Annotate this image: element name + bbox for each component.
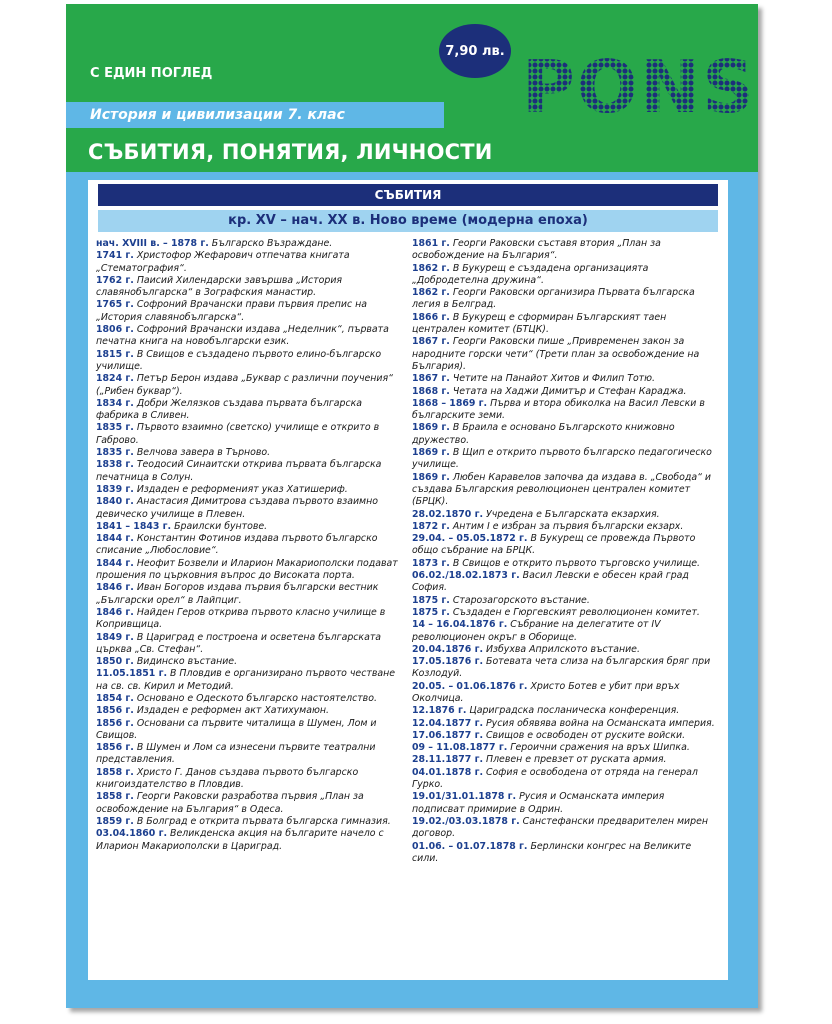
event-text: В Цариград е построена и осветена българската църква „Св. Стефан“.	[96, 631, 382, 655]
event-date: 1856 г.	[96, 742, 134, 754]
event-entry	[412, 841, 716, 866]
event-text: Санстефански предварителен мирен договор.	[412, 815, 708, 840]
event-text: Героични сражения на връх Шипка.	[510, 742, 690, 754]
event-text: Учредена е Българската екзархия.	[486, 508, 660, 520]
event-text: Теодосий Синаитски открива първата българска печатница в Солун.	[96, 459, 382, 483]
event-entry	[96, 767, 400, 792]
event-date: 04.01.1878 г.	[412, 766, 484, 778]
event-entry	[412, 373, 716, 385]
event-entry	[96, 250, 400, 275]
event-entry	[96, 238, 400, 250]
event-date: нач. XVIII в. – 1878 г.	[96, 238, 209, 249]
event-text: В Браила е основано Българското книжовно дружество.	[412, 422, 675, 446]
event-entry	[412, 238, 716, 263]
event-text: Иван Богоров издава първия български вестник „Български орел“ в Лайпциг.	[96, 582, 379, 606]
event-date: 1856 г.	[96, 717, 134, 729]
event-text: Софроний Врачански издава „Неделник“, първата печатна книга на новобългарски език.	[96, 324, 389, 348]
period-heading: кр. XV – нач. XX в. Ново време (модерна епоха)	[98, 210, 718, 232]
event-date: 1841 – 1843 г.	[96, 520, 172, 532]
event-date: 14 – 16.04.1876 г.	[412, 619, 508, 631]
event-entry	[412, 287, 716, 312]
event-text: Христо Г. Данов създава първото българско книгоиздателство в Пловдив.	[96, 766, 359, 791]
event-entry	[96, 632, 400, 657]
event-entry	[96, 484, 400, 496]
subject-banner: История и цивилизации 7. клас	[66, 102, 444, 128]
event-text: Старозагорското въстание.	[452, 594, 590, 606]
event-date: 1839 г.	[96, 483, 134, 495]
event-entry	[412, 570, 716, 595]
event-date: 1849 г.	[96, 631, 134, 643]
event-text: Паисий Хилендарски завършва „История славянобългарска“ в Зографския манастир.	[96, 274, 343, 299]
event-entry	[412, 595, 716, 607]
right-column	[412, 238, 716, 865]
event-date: 1846 г.	[96, 582, 134, 594]
event-date: 1866 г.	[412, 311, 450, 323]
event-entry	[412, 472, 716, 509]
event-entry	[96, 582, 400, 607]
event-text: В Свищов е открито първото търговско училище.	[452, 557, 701, 569]
event-entry	[412, 718, 716, 730]
event-entry	[412, 398, 716, 423]
event-entry	[96, 718, 400, 743]
event-entry	[412, 533, 716, 558]
event-text: Петър Берон издава „Буквар с различни поучения“ („Рибен буквар“).	[96, 373, 393, 397]
event-text: Браилски бунтове.	[174, 520, 268, 532]
event-entry	[412, 767, 716, 792]
event-date: 1868 г.	[412, 385, 450, 397]
event-date: 1867 г.	[412, 373, 450, 385]
event-text: Четите на Панайот Хитов и Филип Тотю.	[452, 373, 656, 385]
event-entry	[96, 533, 400, 558]
event-date: 1867 г.	[412, 336, 450, 348]
event-date: 1846 г.	[96, 606, 134, 618]
event-date: 1856 г.	[96, 705, 134, 717]
event-date: 1806 г.	[96, 324, 134, 336]
event-entry	[412, 791, 716, 816]
event-text: Плевен е превзет от руската армия.	[486, 754, 667, 766]
event-text: Великденска акция на българите начело с Иларион Макариополски в Цариград.	[96, 828, 384, 852]
event-entry	[96, 275, 400, 300]
event-date: 09 – 11.08.1877 г.	[412, 742, 508, 754]
event-entry	[412, 619, 716, 644]
event-entry	[412, 644, 716, 656]
event-text: Българско Възраждане.	[211, 238, 333, 249]
event-date: 20.05. – 01.06.1876 г.	[412, 680, 528, 692]
event-entry	[412, 422, 716, 447]
event-entry	[96, 656, 400, 668]
left-column	[96, 238, 400, 853]
event-entry	[96, 558, 400, 583]
event-date: 12.04.1877 г.	[412, 717, 484, 729]
event-text: В Пловдив е организирано първото честване на св. св. Кирил и Методий.	[96, 668, 395, 692]
event-date: 1840 г.	[96, 496, 134, 508]
event-text: Любен Каравелов започва да издава в. „Свобода“ и създава Българския революционен централен комитет (БРЦК).	[412, 471, 712, 508]
event-date: 19.02./03.03.1878 г.	[412, 815, 520, 827]
event-text: Събрание на делегатите от IV революционен окръг в Оборище.	[412, 619, 661, 643]
event-text: Георги Раковски разработва първия „План за освобождение на България“ в Одеса.	[96, 791, 364, 815]
event-date: 1815 г.	[96, 348, 134, 360]
event-text: Свищов е освободен от руските войски.	[486, 729, 686, 741]
event-text: В Букурещ е създадена организацията „Добродетелна дружина“.	[412, 262, 649, 286]
event-date: 1861 г.	[412, 238, 450, 249]
event-date: 1844 г.	[96, 557, 134, 569]
event-entry	[412, 336, 716, 373]
event-text: Неофит Бозвели и Иларион Макариополски подават прошения по църковния въпрос до Високата порта.	[96, 557, 398, 582]
event-date: 1844 г.	[96, 533, 134, 545]
event-date: 1858 г.	[96, 766, 134, 778]
event-entry	[96, 373, 400, 398]
event-date: 03.04.1860 г.	[96, 828, 168, 840]
event-text: Константин Фотинов издава първото българско списание „Любословие“.	[96, 533, 378, 557]
event-date: 11.05.1851 г.	[96, 668, 168, 680]
event-date: 1869 г.	[412, 422, 450, 434]
event-entry	[96, 496, 400, 521]
event-text: В Болград е открита първата българска гимназия.	[136, 815, 391, 827]
event-date: 20.04.1876 г.	[412, 643, 484, 655]
event-date: 1872 г.	[412, 520, 450, 532]
event-entry	[96, 398, 400, 423]
event-entry	[96, 459, 400, 484]
event-date: 1850 г.	[96, 656, 134, 668]
event-entry	[412, 263, 716, 288]
event-text: Георги Раковски съставя втория „План за освобождение на България“.	[412, 238, 661, 262]
price-badge: 7,90 лв.	[439, 24, 511, 78]
main-title: СЪБИТИЯ, ПОНЯТИЯ, ЛИЧНОСТИ	[88, 140, 493, 164]
event-entry	[412, 607, 716, 619]
event-entry	[412, 730, 716, 742]
event-text: Васил Левски е обесен край град София.	[412, 570, 689, 594]
content-page	[88, 180, 728, 980]
event-entry	[96, 705, 400, 717]
event-entry	[96, 742, 400, 767]
event-text: Христо Ботев е убит при връх Околчица.	[412, 680, 680, 704]
event-text: Анастасия Димитрова създава първото взаимно девическо училище в Плевен.	[96, 496, 378, 520]
event-date: 12.1876 г.	[412, 705, 467, 717]
event-text: В Букурещ се провежда Първото общо събрание на БРЦК.	[412, 533, 696, 557]
event-entry	[412, 816, 716, 841]
event-entry	[412, 705, 716, 717]
event-text: Създаден е Гюргевският революционен комитет.	[452, 606, 700, 618]
series-label: С ЕДИН ПОГЛЕД	[90, 66, 213, 81]
event-text: Русия обявява война на Османската империя.	[486, 717, 715, 729]
event-entry	[412, 742, 716, 754]
event-entry	[412, 447, 716, 472]
event-text: В Букурещ е сформиран Българският таен централен комитет (БТЦК).	[412, 311, 667, 336]
event-text: Издаден е реформеният указ Хатишериф.	[136, 483, 348, 495]
event-date: 1873 г.	[412, 557, 450, 569]
event-date: 01.06. – 01.07.1878 г.	[412, 840, 528, 852]
section-title: СЪБИТИЯ	[98, 184, 718, 206]
event-date: 1835 г.	[96, 422, 134, 434]
event-text: Видинско въстание.	[136, 656, 238, 668]
event-date: 1741 г.	[96, 250, 134, 262]
event-entry	[96, 668, 400, 693]
event-date: 1869 г.	[412, 447, 450, 459]
event-text: Първа и втора обиколка на Васил Левски в българските земи.	[412, 397, 705, 422]
event-text: Четата на Хаджи Димитър и Стефан Караджа.	[452, 385, 687, 397]
event-date: 28.11.1877 г.	[412, 754, 484, 766]
event-date: 1875 г.	[412, 594, 450, 606]
event-entry	[412, 386, 716, 398]
event-entry	[96, 422, 400, 447]
event-entry	[412, 312, 716, 337]
event-date: 1858 г.	[96, 791, 134, 803]
pons-logo	[521, 45, 757, 129]
event-text: Основани са първите читалища в Шумен, Лом и Свищов.	[96, 717, 377, 741]
event-date: 1862 г.	[412, 262, 450, 274]
event-date: 1862 г.	[412, 287, 450, 299]
event-text: Георги Раковски пише „Привременен закон за народните горски чети“ (Трети план за освобождение на България).	[412, 336, 700, 372]
event-text: Софроний Врачански прави първия препис на „История славянобългарска“.	[96, 299, 367, 323]
event-date: 1835 г.	[96, 447, 134, 459]
event-entry	[96, 816, 400, 828]
event-date: 1838 г.	[96, 459, 134, 471]
event-entry	[96, 447, 400, 459]
event-entry	[412, 509, 716, 521]
event-entry	[96, 828, 400, 853]
event-date: 19.01/31.01.1878 г.	[412, 791, 517, 803]
event-entry	[412, 656, 716, 681]
event-entry	[412, 681, 716, 706]
event-text: В Свищов е създадено първото елино-българско училище.	[96, 348, 382, 372]
event-entry	[96, 349, 400, 374]
event-text: Основано е Одеското българско настоятелство.	[136, 692, 377, 704]
event-text: Русия и Османската империя подписват примирие в Одрин.	[412, 791, 665, 815]
event-date: 1859 г.	[96, 815, 134, 827]
event-date: 17.06.1877 г.	[412, 729, 484, 741]
event-date: 29.04. – 05.05.1872 г.	[412, 533, 528, 545]
event-text: Георги Раковски организира Първата българска легия в Белград.	[412, 287, 695, 311]
event-text: Ботевата чета слиза на българския бряг при Козлодуй.	[412, 656, 711, 680]
event-date: 1868 – 1869 г.	[412, 397, 488, 409]
event-date: 1875 г.	[412, 606, 450, 618]
pons-logo-text: PONS	[521, 45, 757, 129]
event-entry	[96, 299, 400, 324]
event-text: Първото взаимно (светско) училище е открито в Габрово.	[96, 422, 380, 446]
event-entry	[96, 324, 400, 349]
event-text: Берлински конгрес на Великите сили.	[412, 840, 692, 864]
event-entry	[96, 607, 400, 632]
event-date: 17.05.1876 г.	[412, 656, 484, 668]
event-entry	[412, 558, 716, 570]
event-date: 1765 г.	[96, 299, 134, 311]
event-date: 06.02./18.02.1873 г.	[412, 570, 520, 582]
event-text: Избухва Априлското въстание.	[486, 643, 640, 655]
event-entry	[412, 521, 716, 533]
event-text: София е освободена от отряда на генерал Гурко.	[412, 766, 698, 791]
event-date: 1834 г.	[96, 397, 134, 409]
book-cover	[66, 4, 758, 1008]
event-date: 1869 г.	[412, 471, 450, 483]
event-text: В Щип е открито първото българско педагогическо училище.	[412, 447, 712, 471]
event-text: В Шумен и Лом са изнесени първите театрални представления.	[96, 742, 376, 766]
event-date: 1854 г.	[96, 692, 134, 704]
event-entry	[96, 791, 400, 816]
event-text: Антим I е избран за първия български екзарх.	[452, 520, 684, 532]
event-text: Христофор Жефарович отпечатва книгата „Стематография“.	[96, 250, 350, 274]
event-text: Издаден е реформен акт Хатихумаюн.	[136, 705, 329, 717]
event-date: 1824 г.	[96, 373, 134, 385]
event-text: Найден Геров открива първото класно училище в Копривщица.	[96, 606, 386, 631]
event-entry	[96, 693, 400, 705]
event-entry	[96, 521, 400, 533]
event-text: Велчова завера в Търново.	[136, 447, 271, 459]
event-text: Добри Желязков създава първата българска фабрика в Сливен.	[96, 397, 363, 422]
event-entry	[412, 754, 716, 766]
event-text: Цариградска посланическа конференция.	[469, 705, 680, 717]
event-date: 1762 г.	[96, 274, 134, 286]
event-date: 28.02.1870 г.	[412, 508, 484, 520]
